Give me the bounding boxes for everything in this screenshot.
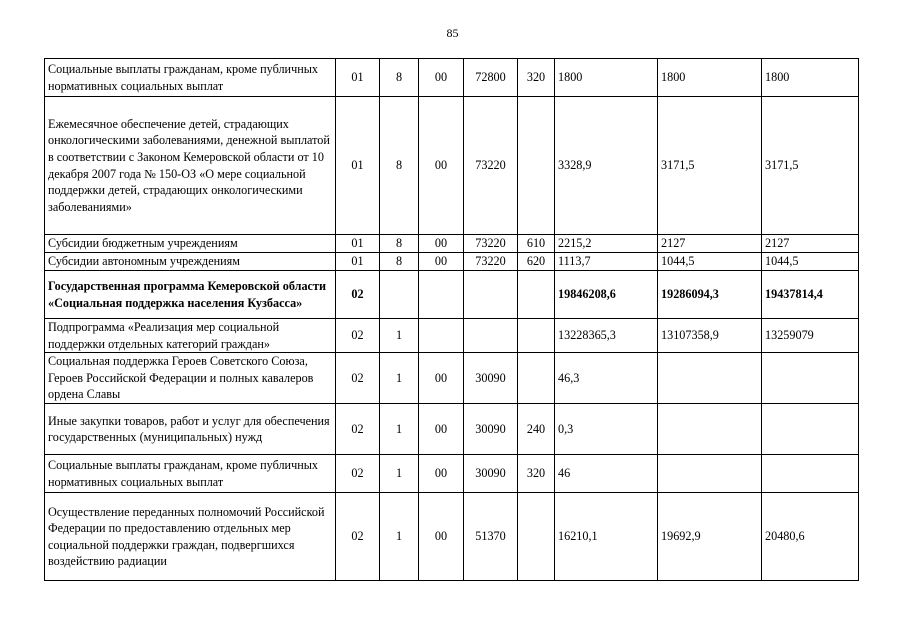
- expense-code-cell: 73220: [464, 253, 518, 271]
- page-number: 85: [446, 26, 459, 40]
- amount-year1-cell: 1800: [555, 59, 658, 97]
- amount-year1-cell: 2215,2: [555, 235, 658, 253]
- amount-year3-cell: [762, 455, 859, 493]
- row-name-cell: Социальная поддержка Героев Советского Союза, Героев Российской Федерации и полных кавалеров ордена Славы: [45, 353, 336, 404]
- direction-code-cell: 00: [419, 404, 464, 455]
- subprogram-code-cell: 8: [380, 97, 419, 235]
- table-row: [45, 353, 859, 404]
- amount-year2-cell: 1800: [658, 59, 762, 97]
- subprogram-code-cell: 1: [380, 404, 419, 455]
- direction-code-cell: 00: [419, 97, 464, 235]
- amount-year1-cell: 46: [555, 455, 658, 493]
- expense-type-cell: [518, 97, 555, 235]
- row-name-cell: Социальные выплаты гражданам, кроме публичных нормативных социальных выплат: [45, 455, 336, 493]
- table-row: [45, 97, 859, 235]
- amount-year2-cell: 19286094,3: [658, 271, 762, 319]
- amount-year2-cell: 13107358,9: [658, 319, 762, 353]
- direction-code-cell: 00: [419, 455, 464, 493]
- row-name-cell: Подпрограмма «Реализация мер социальной поддержки отдельных категорий граждан»: [45, 319, 336, 353]
- direction-code-cell: 00: [419, 253, 464, 271]
- program-code-cell: 01: [336, 253, 380, 271]
- table-row: [45, 493, 859, 581]
- table-row: [45, 59, 859, 97]
- program-code-cell: 01: [336, 235, 380, 253]
- subprogram-code-cell: 1: [380, 353, 419, 404]
- program-code-cell: 01: [336, 97, 380, 235]
- expense-type-cell: 320: [518, 59, 555, 97]
- table-row: [45, 455, 859, 493]
- amount-year2-cell: 1044,5: [658, 253, 762, 271]
- table-row: [45, 319, 859, 353]
- program-code-cell: 02: [336, 271, 380, 319]
- amount-year1-cell: 46,3: [555, 353, 658, 404]
- expense-type-cell: 240: [518, 404, 555, 455]
- table-row: [45, 253, 859, 271]
- amount-year2-cell: [658, 353, 762, 404]
- expense-type-cell: 620: [518, 253, 555, 271]
- amount-year3-cell: 19437814,4: [762, 271, 859, 319]
- program-code-cell: 02: [336, 319, 380, 353]
- direction-code-cell: 00: [419, 59, 464, 97]
- subprogram-code-cell: 8: [380, 253, 419, 271]
- amount-year1-cell: 16210,1: [555, 493, 658, 581]
- expense-code-cell: 73220: [464, 235, 518, 253]
- amount-year3-cell: 1800: [762, 59, 859, 97]
- row-name-cell: Социальные выплаты гражданам, кроме публичных нормативных социальных выплат: [45, 59, 336, 97]
- table-row: [45, 235, 859, 253]
- program-code-cell: 01: [336, 59, 380, 97]
- amount-year2-cell: 2127: [658, 235, 762, 253]
- amount-year3-cell: 1044,5: [762, 253, 859, 271]
- subprogram-code-cell: 1: [380, 455, 419, 493]
- amount-year3-cell: 20480,6: [762, 493, 859, 581]
- expense-code-cell: 30090: [464, 455, 518, 493]
- row-name-cell: Иные закупки товаров, работ и услуг для обеспечения государственных (муниципальных) нужд: [45, 404, 336, 455]
- row-name-cell: Субсидии бюджетным учреждениям: [45, 235, 336, 253]
- subprogram-code-cell: 1: [380, 493, 419, 581]
- amount-year2-cell: [658, 404, 762, 455]
- direction-code-cell: 00: [419, 493, 464, 581]
- amount-year1-cell: 19846208,6: [555, 271, 658, 319]
- amount-year1-cell: 3328,9: [555, 97, 658, 235]
- table-row: [45, 404, 859, 455]
- amount-year1-cell: 13228365,3: [555, 319, 658, 353]
- budget-table: [44, 58, 859, 581]
- expense-code-cell: 72800: [464, 59, 518, 97]
- amount-year1-cell: 1113,7: [555, 253, 658, 271]
- program-code-cell: 02: [336, 404, 380, 455]
- program-code-cell: 02: [336, 455, 380, 493]
- expense-type-cell: [518, 493, 555, 581]
- table-row: [45, 271, 859, 319]
- row-name-cell: Субсидии автономным учреждениям: [45, 253, 336, 271]
- expense-code-cell: 30090: [464, 353, 518, 404]
- expense-code-cell: [464, 271, 518, 319]
- amount-year3-cell: [762, 353, 859, 404]
- amount-year3-cell: 13259079: [762, 319, 859, 353]
- expense-type-cell: 320: [518, 455, 555, 493]
- expense-code-cell: [464, 319, 518, 353]
- row-name-cell: Ежемесячное обеспечение детей, страдающих онкологическими заболеваниями, денежной выплатой в соответствии с Законом Кемеровской области от 10 декабря 2007 года № 150-ОЗ «О мере социальной поддержки детей, страдающих онкологическими заболеваниями»: [45, 97, 336, 235]
- expense-type-cell: [518, 271, 555, 319]
- direction-code-cell: 00: [419, 353, 464, 404]
- amount-year2-cell: [658, 455, 762, 493]
- subprogram-code-cell: 8: [380, 59, 419, 97]
- direction-code-cell: 00: [419, 235, 464, 253]
- program-code-cell: 02: [336, 493, 380, 581]
- expense-type-cell: 610: [518, 235, 555, 253]
- row-name-cell: Осуществление переданных полномочий Российской Федерации по предоставлению отдельных мер социальной поддержки граждан, подвергшихся воздействию радиации: [45, 493, 336, 581]
- expense-type-cell: [518, 319, 555, 353]
- amount-year3-cell: 2127: [762, 235, 859, 253]
- amount-year3-cell: 3171,5: [762, 97, 859, 235]
- program-code-cell: 02: [336, 353, 380, 404]
- direction-code-cell: [419, 319, 464, 353]
- direction-code-cell: [419, 271, 464, 319]
- amount-year2-cell: 19692,9: [658, 493, 762, 581]
- subprogram-code-cell: [380, 271, 419, 319]
- amount-year1-cell: 0,3: [555, 404, 658, 455]
- expense-code-cell: 30090: [464, 404, 518, 455]
- amount-year2-cell: 3171,5: [658, 97, 762, 235]
- subprogram-code-cell: 1: [380, 319, 419, 353]
- expense-code-cell: 51370: [464, 493, 518, 581]
- row-name-cell: Государственная программа Кемеровской области «Социальная поддержка населения Кузбасса»: [45, 271, 336, 319]
- subprogram-code-cell: 8: [380, 235, 419, 253]
- amount-year3-cell: [762, 404, 859, 455]
- expense-code-cell: 73220: [464, 97, 518, 235]
- expense-type-cell: [518, 353, 555, 404]
